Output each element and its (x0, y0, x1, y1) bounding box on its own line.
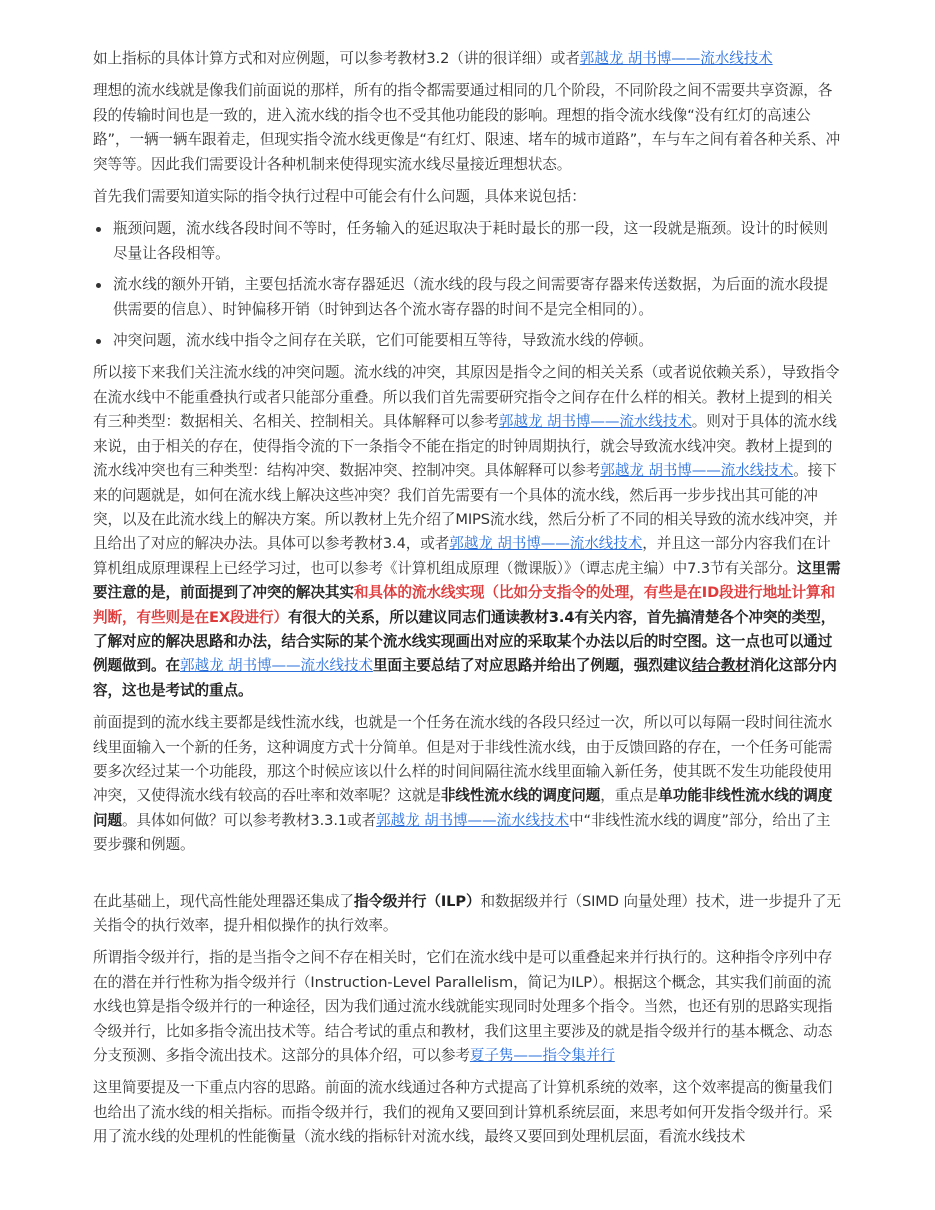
document-body (93, 47, 841, 1158)
paragraph-problems-intro (93, 185, 841, 209)
text: ，并且这一部分内容我们在计算机组成原理课程上已经学习过，也可以参考《计算机组成原理（微课版）》（谭志虎主编）中7.3节有关部分。 (93, 535, 831, 577)
text: 和数据级并行（SIMD 向量处理）技术，进一步提升了无关指令的执行效率，提升相似操作的执行效率。 (93, 892, 841, 934)
text: 。则对于具体的流水线来说，由于相关的存在，使得指令流的下一条指令不能在指定的时钟周期执行，就会导致流水线冲突。教材上提到的流水线冲突也有三种类型：结构冲突、数据冲突、控制冲突。具体解释可以参考 (93, 413, 837, 480)
text: 所谓指令级并行，指的是当指令之间不存在相关时，它们在流水线中是可以重叠起来并行执行的。这种指令序列中存在的潜在并行性称为指令级并行（Instruction-Level Parallelism，简记为ILP）。根据这个概念，其实我们前面的流水线也算是指令级并行的一种途径，因为我们通过流水线就能实现同时处理多个指令。当然，也还有别的思路实现指令级并行，比如多指令流出技术等。结合考试的重点和教材，我们这里主要涉及的就是指令级并行的基本概念、动态分支预测、多指令流出技术。这部分的具体介绍，可以参考 (93, 949, 833, 1065)
text: 所以接下来我们关注流水线的冲突问题。流水线的冲突，其原因是指令之间的相关关系（或者说依赖关系），导致指令在流水线中不能重叠执行或者只能部分重叠。所以我们首先需要研究指令之间存在什么样的相关。教材上提到的相关有三种类型：数据相关、名相关、控制相关。具体解释可以参考 (93, 364, 840, 431)
list-item: 冲突问题，流水线中指令之间存在关联，它们可能要相互等待，导致流水线的停顿。 (113, 329, 841, 353)
paragraph-key-points (93, 1076, 841, 1149)
paragraph-ilp-intro (93, 890, 841, 939)
text: ，重点是 (600, 787, 659, 805)
paragraph-pipeline-hazards (93, 361, 841, 703)
link-pipeline-technology[interactable]: 郭越龙 胡书博——流水线技术 (376, 811, 570, 829)
bold-underlined-text: 结合教材 (691, 657, 750, 675)
link-pipeline-technology[interactable]: 郭越龙 胡书博——流水线技术 (498, 413, 692, 431)
bold-text: 有很大的关系，所以建议同志们通读教材3.4有关内容，首先搞清楚各个冲突的类型，了解对应的解决思路和办法，结合实际的某个流水线实现画出对应的采取某个办法以后的时空图。这一点也可以通过例题做到。在 (93, 608, 836, 675)
link-pipeline-technology[interactable]: 郭越龙 胡书博——流水线技术 (579, 50, 773, 67)
list-item: 流水线的额外开销，主要包括流水寄存器延迟（流水线的段与段之间需要寄存器来传送数据，为后面的流水段提供需要的信息）、时钟偏移开销（时钟到达各个流水寄存器的时间不是完全相同的）。 (113, 273, 841, 322)
paragraph-ideal-pipeline (93, 79, 841, 177)
text: 如上指标的具体计算方式和对应例题，可以参考教材3.2（讲的很详细）或者 (93, 50, 580, 67)
list-item: 瓶颈问题，流水线各段时间不等时，任务输入的延迟取决于耗时最长的那一段，这一段就是瓶颈。设计的时候则尽量让各段相等。 (113, 217, 841, 266)
text: 这里简要提及一下重点内容的思路。前面的流水线通过各种方式提高了计算机系统的效率，这个效率提高的衡量我们也给出了流水线的相关指标。而指令级并行，我们的视角又要回到计算机系统层面，来思考如何开发指令级并行。采用了流水线的处理机的性能衡量（流水线的指标针对流水线，最终又要回到处理机层面，看流水线技术 (93, 1079, 833, 1146)
red-highlight-text: 和具体的流水线实现（比如分支指令的处理，有些是在ID段进行地址计算和判断，有些则是在EX段进行） (93, 584, 836, 626)
bold-text: 非线性流水线的调度问题 (440, 787, 601, 805)
link-pipeline-technology[interactable]: 郭越龙 胡书博——流水线技术 (449, 535, 643, 553)
text: 。接下来的问题就是，如何在流水线上解决这些冲突？我们首先需要有一个具体的流水线，然后再一步步找出其可能的冲突，以及在此流水线上的解决方案。所以教材上先介绍了MIPS流水线，然后分析了不同的相关导致的流水线冲突，并且给出了对应的解决办法。具体可以参考教材3.4，或者 (93, 462, 838, 553)
bold-text: 消化这部分内容，这也是考试的重点。 (93, 657, 837, 699)
link-pipeline-technology[interactable]: 郭越龙 胡书博——流水线技术 (600, 462, 794, 480)
link-instruction-parallelism[interactable]: 夏子隽——指令集并行 (469, 1047, 615, 1065)
text: 前面提到的流水线主要都是线性流水线，也就是一个任务在流水线的各段只经过一次，所以可以每隔一段时间往流水线里面输入一个新的任务，这种调度方式十分简单。但是对于非线性流水线，由于反馈回路的存在，一个任务可能需要多次经过某一个功能段，那这个时候应该以什么样的时间间隔往流水线里面输入新任务，使其既不发生功能段使用冲突，又使得流水线有较高的吞吐率和效率呢？这就是 (93, 714, 833, 805)
text: 在此基础上，现代高性能处理器还集成了 (93, 892, 354, 910)
bold-text: 单功能非线性流水线的调度问题 (93, 787, 833, 829)
paragraph-nonlinear-pipeline (93, 711, 841, 857)
text: 理想的流水线就是像我们前面说的那样，所有的指令都需要通过相同的几个阶段，不同阶段之间不需要共享资源，各段的传输时间也是一致的，进入流水线的指令也不受其他功能段的影响。理想的指令流水线像“没有红灯的高速公路”，一辆一辆车跟着走，但现实指令流水线更像是“有红灯、限速、堵车的城市道路”，车与车之间有着各种关系、冲突等等。因此我们需要设计各种机制来使得现实流水线尽量接近理想状态。 (93, 82, 841, 173)
paragraph-ilp-definition (93, 946, 841, 1068)
paragraph-metrics-reference (93, 47, 841, 71)
problem-list (93, 217, 841, 353)
text: 。具体如何做？可以参考教材3.3.1或者 (122, 811, 377, 829)
bold-text: 里面主要总结了对应思路并给出了例题，强烈建议 (372, 657, 692, 675)
bold-text: 这里需要注意的是，前面提到了冲突的解决其实 (93, 559, 841, 602)
text: 中“非线性流水线的调度”部分，给出了主要步骤和例题。 (93, 811, 831, 854)
text: 首先我们需要知道实际的指令执行过程中可能会有什么问题，具体来说包括： (93, 188, 586, 206)
bold-text: 指令级并行（ILP） (353, 892, 481, 910)
link-pipeline-technology[interactable]: 郭越龙 胡书博——流水线技术 (179, 657, 373, 675)
